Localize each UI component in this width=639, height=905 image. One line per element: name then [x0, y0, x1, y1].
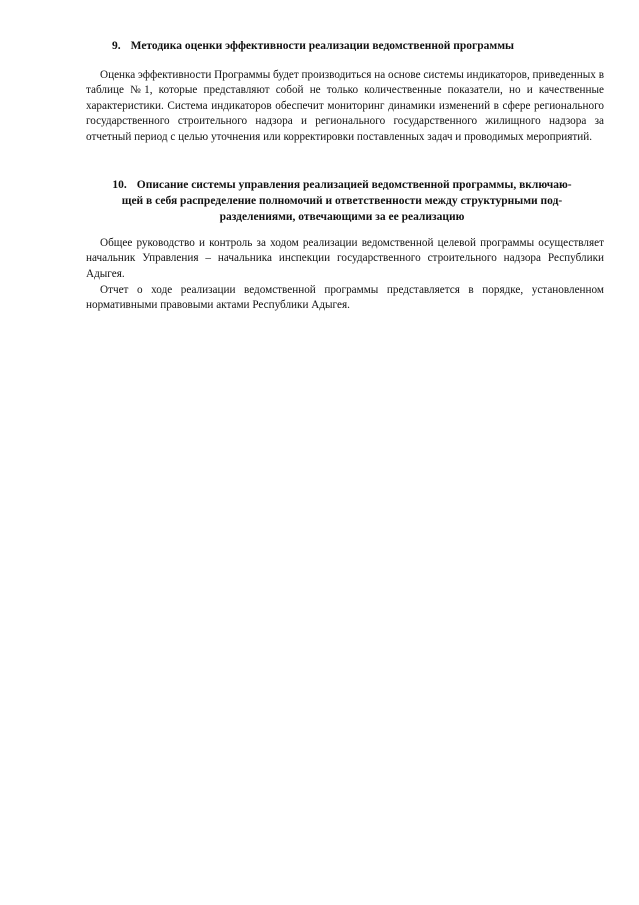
section-10-number: 10.	[112, 179, 127, 191]
section-10-paragraph-2: Отчет о ходе реализации ведомственной программы представляется в порядке, установленном нормативными правовыми актами Республики Адыгея.	[86, 284, 604, 312]
section-10-title-text-1: Описание системы управления реализацией ведомственной программы, включаю-	[136, 179, 572, 191]
section-10-title-line-1	[86, 177, 598, 193]
section-10-heading	[86, 177, 598, 225]
section-10-title-line-3: разделениями, отвечающими за ее реализацию	[219, 211, 465, 223]
section-9-title: Методика оценки эффективности реализации ведомственной программы	[130, 40, 515, 52]
section-10-title-line-2: щей в себя распределение полномочий и ответственности между структурными под-	[121, 195, 563, 207]
section-9-heading	[112, 38, 592, 54]
section-10-paragraph-1: Общее руководство и контроль за ходом реализации ведомственной целевой программы осуществляет начальник Управления – начальника инспекции государственного строительного надзора Республики Адыгея.	[86, 237, 604, 280]
section-9-paragraph: Оценка эффективности Программы будет производиться на основе системы индикаторов, приведенных в таблице №1, которые представляют собой не только количественные показатели, но и качественные характеристики. Система индикаторов обеспечит мониторинг динамики изменений в сфере регионального государственного строительного надзора и регионального государственного жилищного надзора за отчетный период с целью уточнения или корректировки поставленных задач и проводимых мероприятий.	[86, 69, 604, 143]
section-9-number: 9.	[112, 40, 121, 52]
